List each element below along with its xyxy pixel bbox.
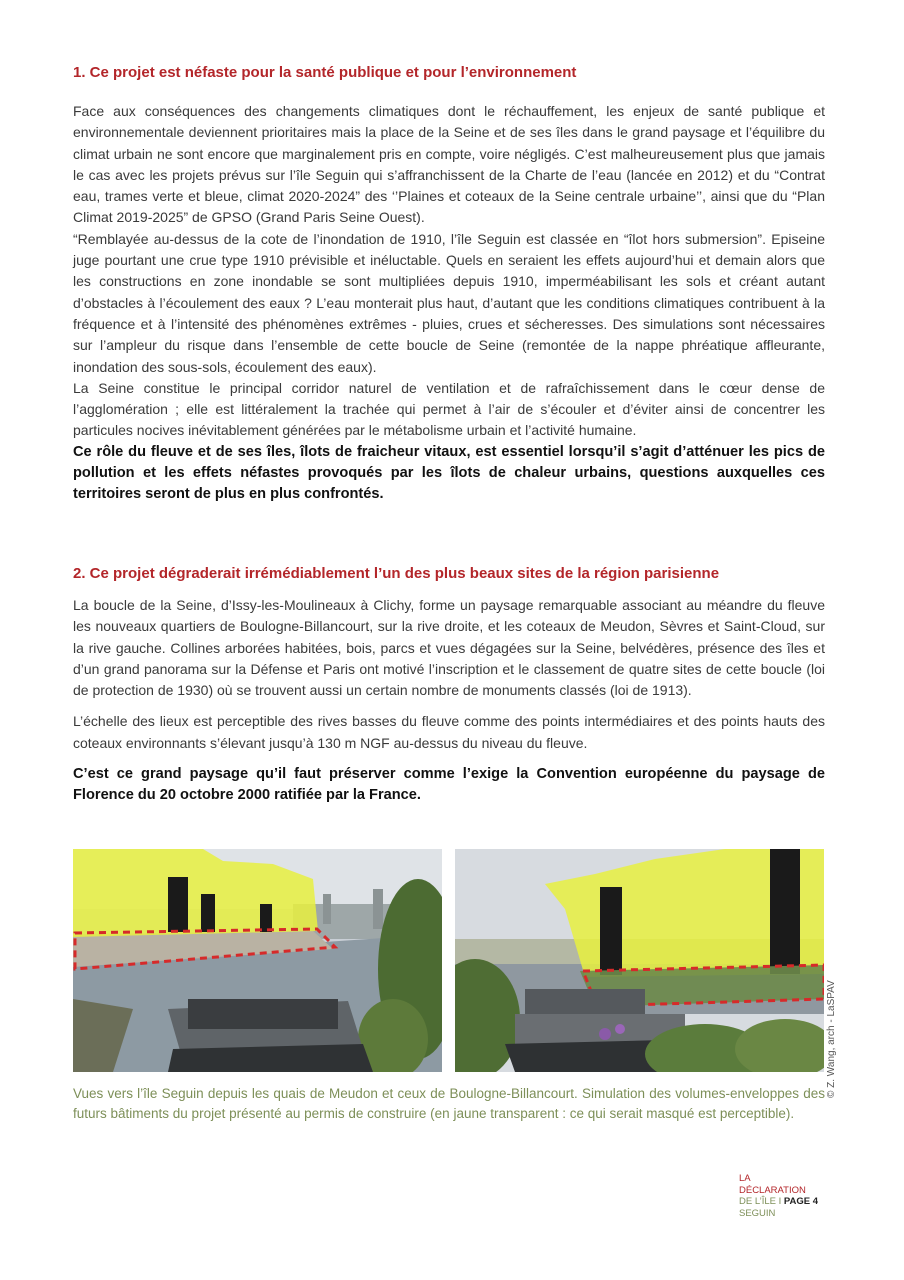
footer-line: DÉCLARATION [739, 1184, 806, 1196]
section-1-body [73, 101, 825, 506]
photo-meudon-view [73, 849, 442, 1072]
page-number: PAGE 4 [783, 1196, 819, 1207]
section-2-paragraph: La boucle de la Seine, d’Issy-les-Moulineaux à Clichy, forme un paysage remarquable associant au méandre du fleuve les nouveaux quartiers de Boulogne-Billancourt, sur la rive droite, et les coteaux de Meudon, Sèvres et Saint-Cloud, sur la rive gauche. Collines arborées habitées, bois, parcs et vues dégagées sur la Seine, belvédères, présence des îles et d’un grand panorama sur la Défense et Paris ont motivé l’inscription et le classement de quatre sites de cette boucle (loi de protection de 1930) où se trouvent aussi un certain nombre de monuments classés (loi de 1913). [73, 597, 825, 699]
figure-caption: Vues vers l’île Seguin depuis les quais de Meudon et ceux de Boulogne-Billancourt. Simulation des volumes-enveloppes des futurs bâtiments du projet présenté au permis de construire (en jaune transparent : ce qui serait masqué est perceptible). [73, 1086, 825, 1121]
footer-line: DE L’ÎLE I [739, 1196, 782, 1207]
section-2-heading: 2. Ce projet dégraderait irrémédiablement l’un des plus beaux sites de la région parisienne [73, 565, 720, 582]
footer-line: SEGUIN [739, 1207, 776, 1219]
section-2-conclusion: C’est ce grand paysage qu’il faut préserver comme l’exige la Convention européenne du paysage de Florence du 20 octobre 2000 ratifiée par la France. [73, 766, 825, 804]
section-1-paragraph: “Remblayée au-dessus de la cote de l’inondation de 1910, l’île Seguin est classée en “îlot hors submersion”. Episeine juge pourtant une crue type 1910 prévisible et inéluctable. Quels en seraient les effets aujourd’hui et demain alors que les constructions en zone inondable se sont multipliées depuis 1910, imperméabilisant les sols et créant autant d’obstacles à l’écoulement des eaux ? L’eau monterait plus haut, d’autant que les conditions climatiques contribuent à la fréquence et à l’intensité des phénomènes extrêmes - pluies, crues et sécheresses. Des simulations sont nécessaires sur l’ampleur du risque dans l’ensemble de cette boucle de Seine (remontée de la nappe phréatique affleurante, inondation des sous-sols, écoulement des eaux). [73, 230, 825, 375]
photo-boulogne-view [455, 849, 824, 1072]
footer-brand [739, 1173, 818, 1219]
section-2-body [73, 595, 825, 817]
footer-line: LA [739, 1173, 751, 1184]
section-1-paragraph: Face aux conséquences des changements climatiques dont le réchauffement, les enjeux de santé publique et environnementale deviennent prioritaires mais la place de la Seine et de ses îles dans le grand paysage et l’équilibre du climat urbain ne sont encore que marginalement pris en compte, voire négligés. C’est malheureusement plus que jamais le cas avec les projets prévus sur l’île Seguin qui s’affranchissent de la Charte de l’eau (lancée en 2012) et du “Contrat eau, trames verte et bleue, climat 2020-2024” des ‘’Plaines et coteaux de la Seine centrale urbaine’’, ainsi que du “Plan Climat 2019-2025” de GPSO (Grand Paris Seine Ouest). [73, 103, 825, 226]
section-2-paragraph: L’échelle des lieux est perceptible des rives basses du fleuve comme des points intermédiaires et des points hauts des coteaux environnants s’élevant jusqu’à 130 m NGF au-dessus du niveau du fleuve. [73, 713, 825, 751]
section-1-paragraph: La Seine constitue le principal corridor naturel de ventilation et de rafraîchissement dans le cœur dense de l’agglomération ; elle est littéralement la trachée qui permet à l’air de s’écouler et d’éviter ainsi de concentrer les particules nocives inévitablement générées par le métabolisme urbain et l’activité humaine. [73, 379, 825, 439]
section-1-conclusion: Ce rôle du fleuve et de ses îles, îlots de fraicheur vitaux, est essentiel lorsqu’il s’agit d’atténuer les pics de pollution et les effets néfastes provoqués par les îlots de chaleur urbains, questions auxquelles ces territoires seront de plus en plus confrontés. [73, 443, 825, 503]
photo-credit: © Z. Wang, arch - LaSPAV [826, 980, 837, 1098]
section-1-heading: 1. Ce projet est néfaste pour la santé publique et pour l’environnement [73, 64, 577, 81]
